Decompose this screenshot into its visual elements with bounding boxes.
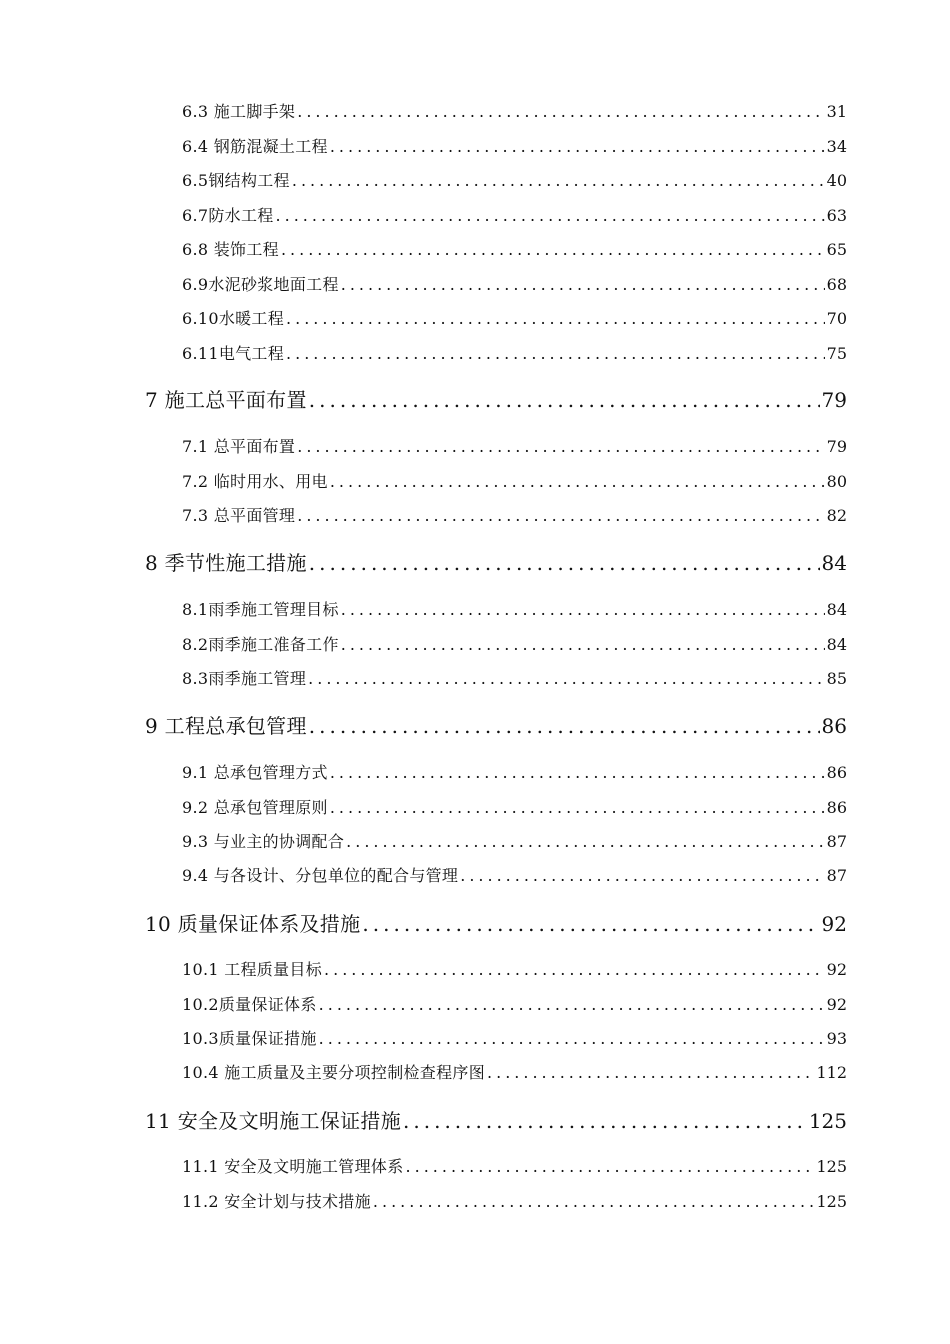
toc-entry-page: 80 [826,472,847,491]
toc-entry[interactable] [182,1028,847,1050]
toc-entry[interactable] [182,101,847,123]
dot-leader [309,712,820,740]
dot-leader [276,205,825,227]
dot-leader [292,170,825,192]
toc-entry[interactable] [182,797,847,819]
toc-entry-title: 8.1雨季施工管理目标 [182,600,339,619]
toc-entry-page: 86 [826,763,847,782]
dot-leader [281,239,825,261]
toc-entry[interactable] [182,599,847,621]
dot-leader [286,308,825,330]
toc-entry[interactable] [182,668,847,690]
dot-leader [341,274,825,296]
toc-entry-title: 9.3 与业主的协调配合 [182,832,345,851]
toc-entry-page: 125 [816,1157,847,1176]
toc-chapter-title: 8 季节性施工措施 [145,551,307,575]
toc-chapter-entry[interactable] [145,1107,847,1135]
toc-entry-title: 6.5钢结构工程 [182,171,290,190]
toc-entry-page: 92 [826,995,847,1014]
toc-entry-page: 79 [826,437,847,456]
toc-entry-page: 92 [826,960,847,979]
dot-leader [297,436,824,458]
toc-entry-page: 112 [816,1063,847,1082]
toc-entry-page: 87 [826,866,847,885]
toc-entry-page: 84 [826,600,847,619]
dot-leader [330,471,825,493]
toc-entry-page: 93 [826,1029,847,1048]
toc-entry[interactable] [182,1191,847,1213]
toc-entry-page: 70 [826,309,847,328]
toc-entry[interactable] [182,865,847,887]
dot-leader [297,505,824,527]
dot-leader [362,910,819,938]
toc-entry-title: 8.2雨季施工准备工作 [182,635,339,654]
toc-entry-title: 10.4 施工质量及主要分项控制检查程序图 [182,1063,486,1082]
toc-entry-title: 10.1 工程质量目标 [182,960,323,979]
dot-leader [460,865,824,887]
dot-leader [346,831,825,853]
toc-entry-title: 9.1 总承包管理方式 [182,763,328,782]
toc-entry[interactable] [182,762,847,784]
toc-entry-title: 8.3雨季施工管理 [182,669,307,688]
toc-entry-title: 6.9水泥砂浆地面工程 [182,275,339,294]
toc-entry-page: 86 [826,798,847,817]
toc-entry[interactable] [182,505,847,527]
toc-entry-title: 6.8 装饰工程 [182,240,279,259]
toc-chapter-page: 125 [808,1109,847,1133]
toc-entry-page: 34 [826,137,847,156]
toc-entry[interactable] [182,205,847,227]
toc-entry-title: 10.2质量保证体系 [182,995,317,1014]
dot-leader [319,994,825,1016]
toc-entry-page: 40 [826,171,847,190]
toc-entry-title: 7.1 总平面布置 [182,437,296,456]
dot-leader [297,101,824,123]
toc-entry[interactable] [182,959,847,981]
toc-chapter-page: 86 [821,714,847,738]
toc-entry-title: 6.3 施工脚手架 [182,102,296,121]
toc-entry[interactable] [182,831,847,853]
toc-chapter-page: 92 [821,912,847,936]
dot-leader [308,668,824,690]
toc-entry-page: 31 [826,102,847,121]
toc-chapter-entry[interactable] [145,712,847,740]
toc-entry-title: 6.4 钢筋混凝土工程 [182,137,328,156]
toc-chapter-title: 9 工程总承包管理 [145,714,307,738]
toc-entry[interactable] [182,1062,847,1084]
dot-leader [403,1107,807,1135]
dot-leader [319,1028,825,1050]
toc-entry[interactable] [182,274,847,296]
toc-entry-title: 6.11电气工程 [182,344,285,363]
toc-entry[interactable] [182,239,847,261]
toc-entry[interactable] [182,471,847,493]
toc-entry-page: 85 [826,669,847,688]
toc-entry-title: 11.1 安全及文明施工管理体系 [182,1157,404,1176]
toc-chapter-entry[interactable] [145,910,847,938]
toc-entry-title: 9.4 与各设计、分包单位的配合与管理 [182,866,459,885]
toc-chapter-title: 11 安全及文明施工保证措施 [145,1109,402,1133]
toc-entry-title: 11.2 安全计划与技术措施 [182,1192,371,1211]
dot-leader [309,549,820,577]
dot-leader [324,959,825,981]
dot-leader [330,136,825,158]
toc-entry[interactable] [182,1156,847,1178]
toc-chapter-page: 79 [821,388,847,412]
dot-leader [309,386,820,414]
dot-leader [487,1062,814,1084]
toc-entry[interactable] [182,436,847,458]
toc-entry-page: 75 [826,344,847,363]
toc-entry[interactable] [182,170,847,192]
toc-entry-page: 63 [826,206,847,225]
toc-chapter-title: 7 施工总平面布置 [145,388,307,412]
toc-entry-title: 9.2 总承包管理原则 [182,798,328,817]
toc-entry[interactable] [182,343,847,365]
dot-leader [330,797,825,819]
toc-entry-page: 84 [826,635,847,654]
toc-chapter-entry[interactable] [145,386,847,414]
toc-entry-page: 82 [826,506,847,525]
toc-entry-title: 7.3 总平面管理 [182,506,296,525]
toc-entry-title: 10.3质量保证措施 [182,1029,317,1048]
toc-entry[interactable] [182,136,847,158]
toc-entry[interactable] [182,308,847,330]
toc-entry-title: 6.10水暖工程 [182,309,285,328]
toc-entry-page: 125 [816,1192,847,1211]
toc-chapter-page: 84 [821,551,847,575]
toc-entry-page: 65 [826,240,847,259]
toc-entry-title: 7.2 临时用水、用电 [182,472,328,491]
dot-leader [341,634,825,656]
dot-leader [286,343,825,365]
toc-entry-title: 6.7防水工程 [182,206,274,225]
toc-chapter-title: 10 质量保证体系及措施 [145,912,361,936]
toc-entry[interactable] [182,994,847,1016]
dot-leader [330,762,825,784]
toc-entry[interactable] [182,634,847,656]
toc-entry-page: 68 [826,275,847,294]
dot-leader [373,1191,815,1213]
dot-leader [406,1156,815,1178]
dot-leader [341,599,825,621]
toc-chapter-entry[interactable] [145,549,847,577]
toc-entry-page: 87 [826,832,847,851]
